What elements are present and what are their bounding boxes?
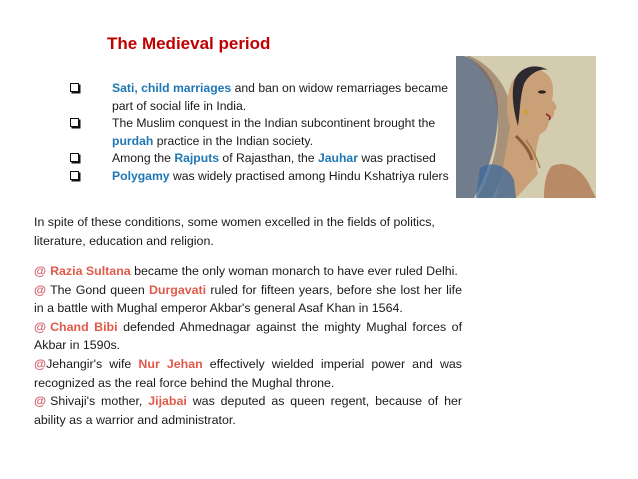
checkbox-bullet-icon (70, 153, 79, 162)
list-item (34, 318, 462, 355)
at-symbol-icon: @ (34, 356, 47, 371)
bullet-text: Among the (112, 151, 175, 166)
entry-text: Shivaji's mother, (50, 394, 149, 409)
entry-text: The Gond queen (50, 282, 149, 297)
entry-text: Jehangir's wife (46, 356, 139, 371)
highlight-name: Jijabai (148, 394, 187, 409)
at-symbol-icon: @ (34, 394, 47, 409)
bullet-text: was practised (357, 151, 436, 166)
intro-paragraph: In spite of these conditions, some women excelled in the fields of politics, literature, education and religion. (34, 215, 435, 248)
at-symbol-icon: @ (34, 264, 47, 278)
at-symbol-icon: @ (34, 319, 47, 334)
highlight-name: Razia Sultana (50, 264, 131, 278)
highlight-text: purdah (112, 133, 154, 148)
entry-text: became the only woman monarch to have ever ruled Delhi. (130, 264, 458, 278)
bullet-item-2 (68, 115, 458, 150)
checkbox-bullet-icon (70, 83, 79, 92)
highlight-name: Nur Jehan (138, 356, 203, 371)
bullet-text: and ban on widow remarriages became part of social life in India. (112, 81, 449, 113)
bullet-text: was widely practised among Hindu Kshatriya rulers (169, 168, 449, 183)
bullet-item-4 (68, 168, 458, 186)
list-item (34, 281, 462, 318)
bullet-item-1 (68, 80, 458, 115)
bullet-text: The Muslim conquest in the Indian subcontinent brought the (112, 116, 436, 131)
at-symbol-icon: @ (34, 282, 47, 297)
entry-text: defended Ahmednagar against the mighty Mughal forces of Akbar in 1590s. (34, 319, 463, 353)
women-list (34, 262, 462, 429)
page-title: The Medieval period (107, 34, 271, 53)
checkbox-bullet-icon (70, 118, 79, 127)
highlight-text: Polygamy (112, 168, 170, 183)
list-item (34, 262, 462, 281)
highlight-name: Durgavati (148, 282, 207, 297)
highlight-text: Sati, child marriages (112, 81, 232, 95)
queen-portrait-illustration (456, 56, 596, 198)
entry-text: ruled for fifteen years, before she lost her life in a battle with Mughal emperor Akbar's general Asaf Khan in 1564. (34, 282, 462, 316)
list-item (34, 392, 462, 429)
bullet-item-3 (68, 150, 458, 168)
checkbox-bullet-icon (70, 171, 79, 180)
entry-text: effectively wielded imperial power and was recognized as the real force behind the Mughal throne. (34, 356, 462, 390)
list-item (34, 355, 462, 392)
bullet-text: of Rajasthan, the (219, 151, 318, 166)
highlight-text: Jauhar (317, 151, 358, 166)
highlight-text: Rajputs (174, 151, 220, 166)
entry-text: was deputed as queen regent, because of her ability as a warrior and administrator. (34, 394, 462, 427)
bullet-list (68, 80, 458, 186)
bullet-text: practice in the Indian society. (153, 133, 313, 148)
highlight-name: Chand Bibi (50, 319, 118, 334)
